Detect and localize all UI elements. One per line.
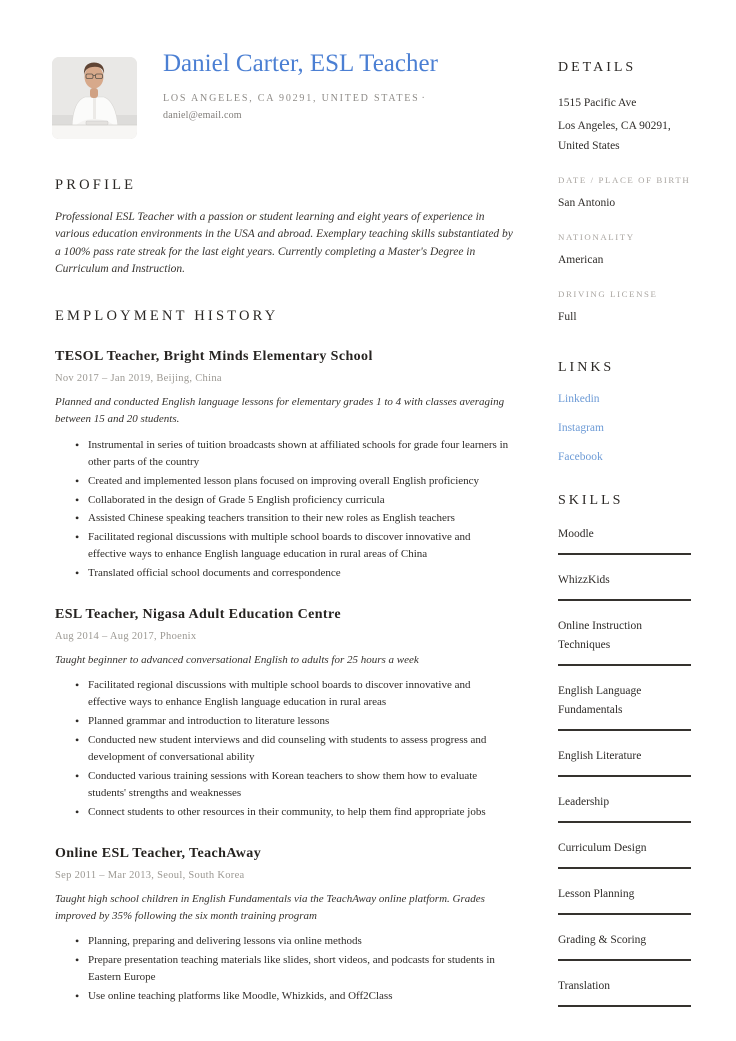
job-dates: Aug 2014 – Aug 2017, Phoenix bbox=[55, 630, 197, 642]
skill-label: Curriculum Design bbox=[558, 842, 647, 854]
job-bullet: • Conducted new student interviews and did counseling with students to assess progress and development of conversational ability bbox=[55, 732, 513, 767]
job-bullet: • Prepare presentation teaching materials like slides, short videos, and podcasts for students in Eastern Europe bbox=[55, 952, 513, 987]
driving-license-label: DRIVING LICENSE bbox=[558, 289, 658, 299]
skills-heading: SKILLS bbox=[558, 493, 624, 508]
job-entry bbox=[55, 846, 513, 1006]
link-instagram[interactable]: Instagram bbox=[558, 422, 604, 434]
job-dates: Nov 2017 – Jan 2019, Beijing, China bbox=[55, 373, 222, 385]
profile-photo bbox=[52, 57, 137, 139]
skill-english-language-fundamentals bbox=[558, 682, 691, 731]
skill-moodle bbox=[558, 525, 691, 555]
main-column bbox=[55, 177, 513, 1006]
contact-email[interactable]: daniel@email.com bbox=[163, 110, 242, 122]
job-bullet: • Collaborated in the design of Grade 5 English proficiency curricula bbox=[55, 492, 513, 510]
job-bullet-list bbox=[55, 437, 513, 583]
job-dates: Sep 2011 – Mar 2013, Seoul, South Korea bbox=[55, 869, 245, 881]
skill-whizzkids bbox=[558, 571, 691, 601]
skill-lesson-planning bbox=[558, 885, 691, 915]
job-bullet: • Conducted various training sessions with Korean teachers to show them how to evaluate students' strengths and weaknesses bbox=[55, 768, 513, 803]
birth-value: San Antonio bbox=[558, 197, 616, 209]
skill-label: WhizzKids bbox=[558, 574, 610, 586]
candidate-name: Daniel Carter, ESL Teacher bbox=[163, 50, 438, 77]
birth-label: DATE / PLACE OF BIRTH bbox=[558, 175, 691, 185]
skill-label: Moodle bbox=[558, 528, 594, 540]
job-bullet: • Facilitated regional discussions with multiple school boards to discover innovative and effective ways to enhance English language education in rural areas bbox=[55, 677, 513, 712]
nationality-value: American bbox=[558, 254, 604, 266]
links-heading: LINKS bbox=[558, 360, 615, 375]
job-bullet: • Use online teaching platforms like Moodle, Whizkids, and Off2Class bbox=[55, 988, 513, 1006]
job-title: TESOL Teacher, Bright Minds Elementary School bbox=[55, 349, 373, 365]
skill-curriculum-design bbox=[558, 839, 691, 869]
job-entry bbox=[55, 607, 513, 822]
skill-label: Translation bbox=[558, 980, 610, 992]
contact-separator: · bbox=[421, 92, 425, 104]
job-summary: Taught beginner to advanced conversational English to adults for 25 hours a week bbox=[55, 653, 419, 666]
address-line-1: 1515 Pacific Ave bbox=[558, 97, 637, 109]
details-heading: DETAILS bbox=[558, 60, 637, 75]
skill-grading-scoring bbox=[558, 931, 691, 961]
skill-label: English Literature bbox=[558, 750, 642, 762]
links-section bbox=[558, 360, 691, 463]
header bbox=[163, 50, 538, 125]
job-summary: Taught high school children in English Fundamentals via the TeachAway online platform. Grades improved by 35% following the six month training program bbox=[55, 892, 485, 922]
job-entry bbox=[55, 349, 513, 582]
link-facebook[interactable]: Facebook bbox=[558, 451, 603, 463]
job-bullet: • Planning, preparing and delivering lessons via online methods bbox=[55, 933, 513, 951]
skill-translation bbox=[558, 977, 691, 1007]
job-summary: Planned and conducted English language lessons for elementary grades 1 to 4 with classes averaging between 15 and 20 students. bbox=[55, 396, 505, 426]
nationality-label: NATIONALITY bbox=[558, 232, 635, 242]
job-bullet: • Translated official school documents and correspondence bbox=[55, 565, 513, 583]
profile-text: Professional ESL Teacher with a passion or student learning and eight years of experience in various education environments in the USA and abroad. Exemplary teaching skills substantiated by a 100% pass rate streak for the last eight years. Currently completing a Master's Degree in Curriculum and Instruction. bbox=[55, 211, 513, 275]
details-section bbox=[558, 60, 691, 327]
job-title: Online ESL Teacher, TeachAway bbox=[55, 845, 262, 861]
skill-label: Lesson Planning bbox=[558, 888, 635, 900]
skill-english-literature bbox=[558, 747, 691, 777]
contact-location: LOS ANGELES, CA 90291, UNITED STATES bbox=[163, 92, 420, 104]
profile-heading: PROFILE bbox=[55, 177, 137, 193]
skills-section bbox=[558, 493, 691, 1007]
skill-label: Online Instruction Techniques bbox=[558, 620, 642, 651]
driving-license-value: Full bbox=[558, 311, 577, 323]
job-bullet-list bbox=[55, 677, 513, 822]
skill-leadership bbox=[558, 793, 691, 823]
job-bullet: • Created and implemented lesson plans focused on improving overall English proficiency bbox=[55, 473, 513, 491]
job-bullet: • Instrumental in series of tuition broadcasts shown at affiliated schools for grade four learners in other parts of the country bbox=[55, 437, 513, 472]
profile-photo-illustration bbox=[52, 57, 137, 139]
employment-heading: EMPLOYMENT HISTORY bbox=[55, 308, 279, 325]
job-bullet: • Facilitated regional discussions with multiple school boards to discover innovative and effective ways to enhance English language education in rural areas of China bbox=[55, 529, 513, 564]
job-title: ESL Teacher, Nigasa Adult Education Centre bbox=[55, 606, 341, 622]
contact-line bbox=[163, 90, 453, 125]
sidebar bbox=[558, 60, 691, 1007]
skill-label: Leadership bbox=[558, 796, 610, 808]
job-bullet: • Assisted Chinese speaking teachers transition to their new roles as English teachers bbox=[55, 510, 513, 528]
skill-online-instruction-techniques bbox=[558, 617, 691, 666]
link-linkedin[interactable]: Linkedin bbox=[558, 393, 600, 405]
job-bullet-list bbox=[55, 933, 513, 1005]
job-bullet: • Connect students to other resources in their community, to help them find appropriate jobs bbox=[55, 804, 513, 822]
skill-label: English Language Fundamentals bbox=[558, 685, 642, 716]
address-line-2: Los Angeles, CA 90291, United States bbox=[558, 120, 671, 152]
job-bullet: • Planned grammar and introduction to literature lessons bbox=[55, 713, 513, 731]
skill-label: Grading & Scoring bbox=[558, 934, 647, 946]
